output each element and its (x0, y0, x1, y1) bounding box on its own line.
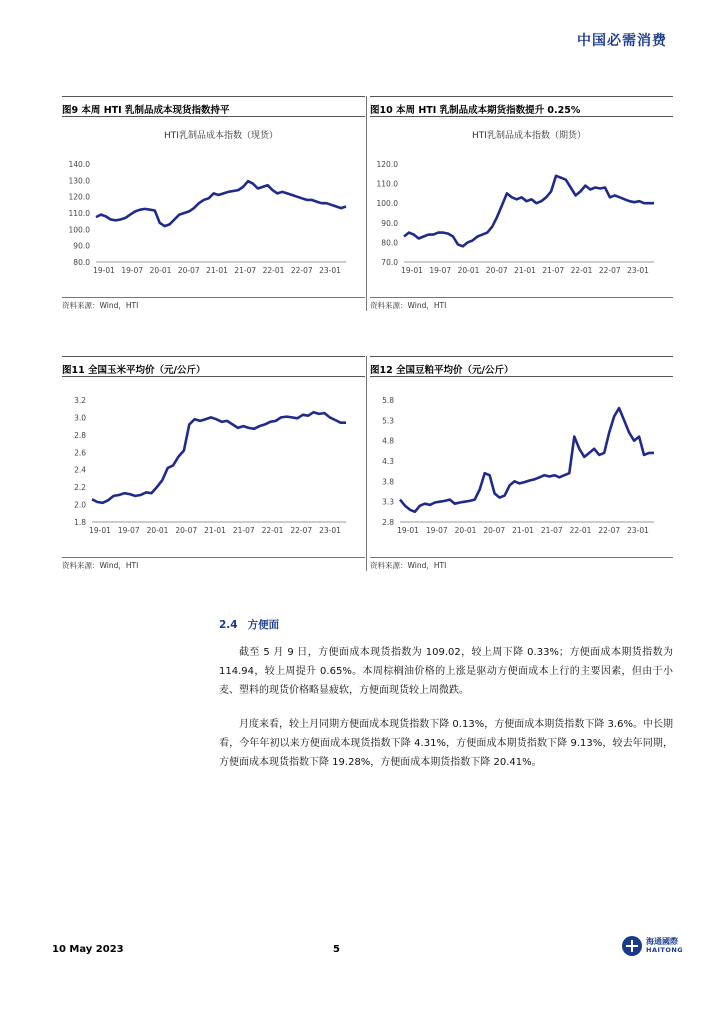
y-tick-label: 2.4 (74, 465, 86, 475)
x-tick-label: 23-01 (627, 526, 649, 535)
y-tick-label: 3.2 (74, 396, 86, 405)
x-tick-label: 21-07 (234, 266, 257, 275)
x-tick-label: 19-07 (121, 266, 144, 275)
y-tick-label: 4.8 (382, 436, 394, 446)
x-tick-label: 19-01 (397, 526, 419, 535)
haitong-logo (622, 936, 683, 956)
x-tick-label: 21-07 (232, 526, 255, 535)
x-tick-label: 21-01 (512, 526, 534, 535)
x-tick-label: 22-01 (570, 266, 593, 275)
series-line (400, 408, 654, 512)
x-tick-label: 19-07 (429, 266, 452, 275)
rule (370, 376, 673, 377)
rule (62, 116, 365, 117)
page-number: 5 (333, 944, 340, 955)
x-tick-label: 20-07 (483, 526, 506, 535)
x-tick-label: 21-01 (206, 266, 228, 275)
x-tick-label: 20-01 (149, 266, 172, 275)
figure-title: 图12 全国豆粕平均价（元/公斤） (370, 365, 514, 376)
y-tick-label: 2.8 (382, 518, 394, 527)
x-tick-label: 20-07 (485, 266, 508, 275)
y-tick-label: 80.0 (73, 258, 90, 267)
rule (370, 557, 673, 558)
chart-soymeal-price (370, 380, 673, 560)
x-tick-label: 20-01 (454, 526, 477, 535)
x-tick-label: 19-01 (401, 266, 423, 275)
footer-date: 10 May 2023 (52, 944, 124, 955)
x-tick-label: 21-01 (204, 526, 226, 535)
series-line (404, 176, 654, 247)
series-line (96, 181, 346, 226)
source-note: 资料来源：Wind，HTI (62, 301, 139, 310)
x-tick-label: 22-07 (598, 266, 621, 275)
rule (62, 376, 365, 377)
column-divider (366, 356, 367, 571)
y-tick-label: 80.0 (381, 238, 398, 248)
panel-fig11 (62, 360, 365, 575)
x-tick-label: 22-07 (290, 526, 313, 535)
figure-title: 图11 全国玉米平均价（元/公斤） (62, 365, 206, 376)
x-tick-label: 22-07 (290, 266, 313, 275)
y-tick-label: 3.8 (382, 477, 394, 487)
rule (370, 297, 673, 298)
y-tick-label: 2.8 (74, 430, 86, 440)
x-tick-label: 20-01 (457, 266, 480, 275)
panel-fig9 (62, 100, 365, 315)
section-heading (219, 617, 289, 632)
y-tick-label: 110.0 (68, 209, 90, 218)
y-tick-label: 4.3 (382, 457, 394, 466)
x-tick-label: 20-07 (177, 266, 200, 275)
y-tick-label: 100.0 (68, 225, 90, 235)
header-title: 中国必需消费 (577, 33, 667, 49)
x-tick-label: 19-07 (425, 526, 448, 535)
y-tick-label: 3.0 (74, 413, 86, 423)
y-tick-label: 70.0 (381, 258, 398, 267)
x-tick-label: 21-01 (514, 266, 536, 275)
rule (62, 96, 365, 97)
y-tick-label: 120.0 (68, 192, 90, 202)
chart-hti-dairy-futures (370, 122, 673, 297)
x-tick-label: 20-01 (146, 526, 169, 535)
figure-title: 图10 本周 HTI 乳制品成本期货指数提升 0.25% (370, 105, 581, 116)
rule (370, 356, 673, 357)
x-tick-label: 22-01 (262, 266, 285, 275)
section-title: 方便面 (247, 619, 280, 631)
y-tick-label: 130.0 (68, 176, 90, 186)
source-note: 资料来源：Wind，HTI (62, 561, 139, 570)
x-tick-label: 23-01 (319, 266, 341, 275)
x-tick-label: 23-01 (319, 526, 341, 535)
y-tick-label: 1.8 (74, 518, 86, 527)
y-tick-label: 2.6 (74, 448, 86, 458)
y-tick-label: 5.8 (382, 396, 394, 405)
rule (62, 557, 365, 558)
y-tick-label: 90.0 (73, 241, 90, 251)
x-tick-label: 19-07 (117, 526, 140, 535)
y-tick-label: 110.0 (376, 179, 398, 189)
y-tick-label: 3.3 (382, 497, 394, 507)
rule (370, 116, 673, 117)
column-divider (366, 96, 367, 311)
panel-fig12 (370, 360, 673, 575)
series-line (92, 412, 346, 503)
section-number: 2.4 (219, 619, 238, 631)
haitong-logo-icon (622, 936, 642, 956)
y-tick-label: 90.0 (381, 218, 398, 228)
paragraph: 截至 5 月 9 日，方便面成本现货指数为 109.02，较上周下降 0.33%；方便面成本期货指数为 114.94，较上周提升 0.65%。本周棕榈油价格的上涨是驱动方便面成本上行的主要因素，但由于小麦、塑料的现货价格略显疲软，方便面现货较上周微跌。 (219, 647, 673, 696)
y-tick-label: 120.0 (376, 160, 398, 169)
panel-fig10 (370, 100, 673, 315)
rule (62, 297, 365, 298)
x-tick-label: 21-07 (540, 526, 563, 535)
chart-title: HTI乳制品成本指数（现货） (164, 131, 278, 141)
y-tick-label: 140.0 (68, 160, 90, 169)
rule (62, 356, 365, 357)
x-tick-label: 20-07 (175, 526, 198, 535)
source-note: 资料来源：Wind，HTI (370, 561, 447, 570)
x-tick-label: 21-07 (542, 266, 565, 275)
y-tick-label: 100.0 (376, 199, 398, 209)
y-tick-label: 2.2 (74, 483, 86, 493)
y-tick-label: 2.0 (74, 500, 86, 510)
source-note: 资料来源：Wind，HTI (370, 301, 447, 310)
logo-text-en: HAITONG (646, 946, 684, 954)
chart-corn-price (62, 380, 365, 560)
x-tick-label: 19-01 (93, 266, 115, 275)
figure-title: 图9 本周 HTI 乳制品成本现货指数持平 (62, 105, 230, 116)
logo-text-cn: 海通國際 (646, 937, 678, 946)
x-tick-label: 23-01 (627, 266, 649, 275)
paragraph: 月度来看，较上月同期方便面成本现货指数下降 0.13%，方便面成本期货指数下降 3.6%。中长期看，今年年初以来方便面成本现货指数下降 4.31%，方便面成本期货指数下降 9.13%，较去年同期，方便面成本现货指数下降 19.28%，方便面成本期货指数下降 20.41%。 (219, 719, 673, 768)
x-tick-label: 22-01 (569, 526, 592, 535)
rule (370, 96, 673, 97)
chart-hti-dairy-spot (62, 122, 365, 297)
y-tick-label: 5.3 (382, 416, 394, 426)
chart-title: HTI乳制品成本指数（期货） (472, 131, 586, 141)
x-tick-label: 22-01 (261, 526, 284, 535)
x-tick-label: 22-07 (598, 526, 621, 535)
x-tick-label: 19-01 (89, 526, 111, 535)
